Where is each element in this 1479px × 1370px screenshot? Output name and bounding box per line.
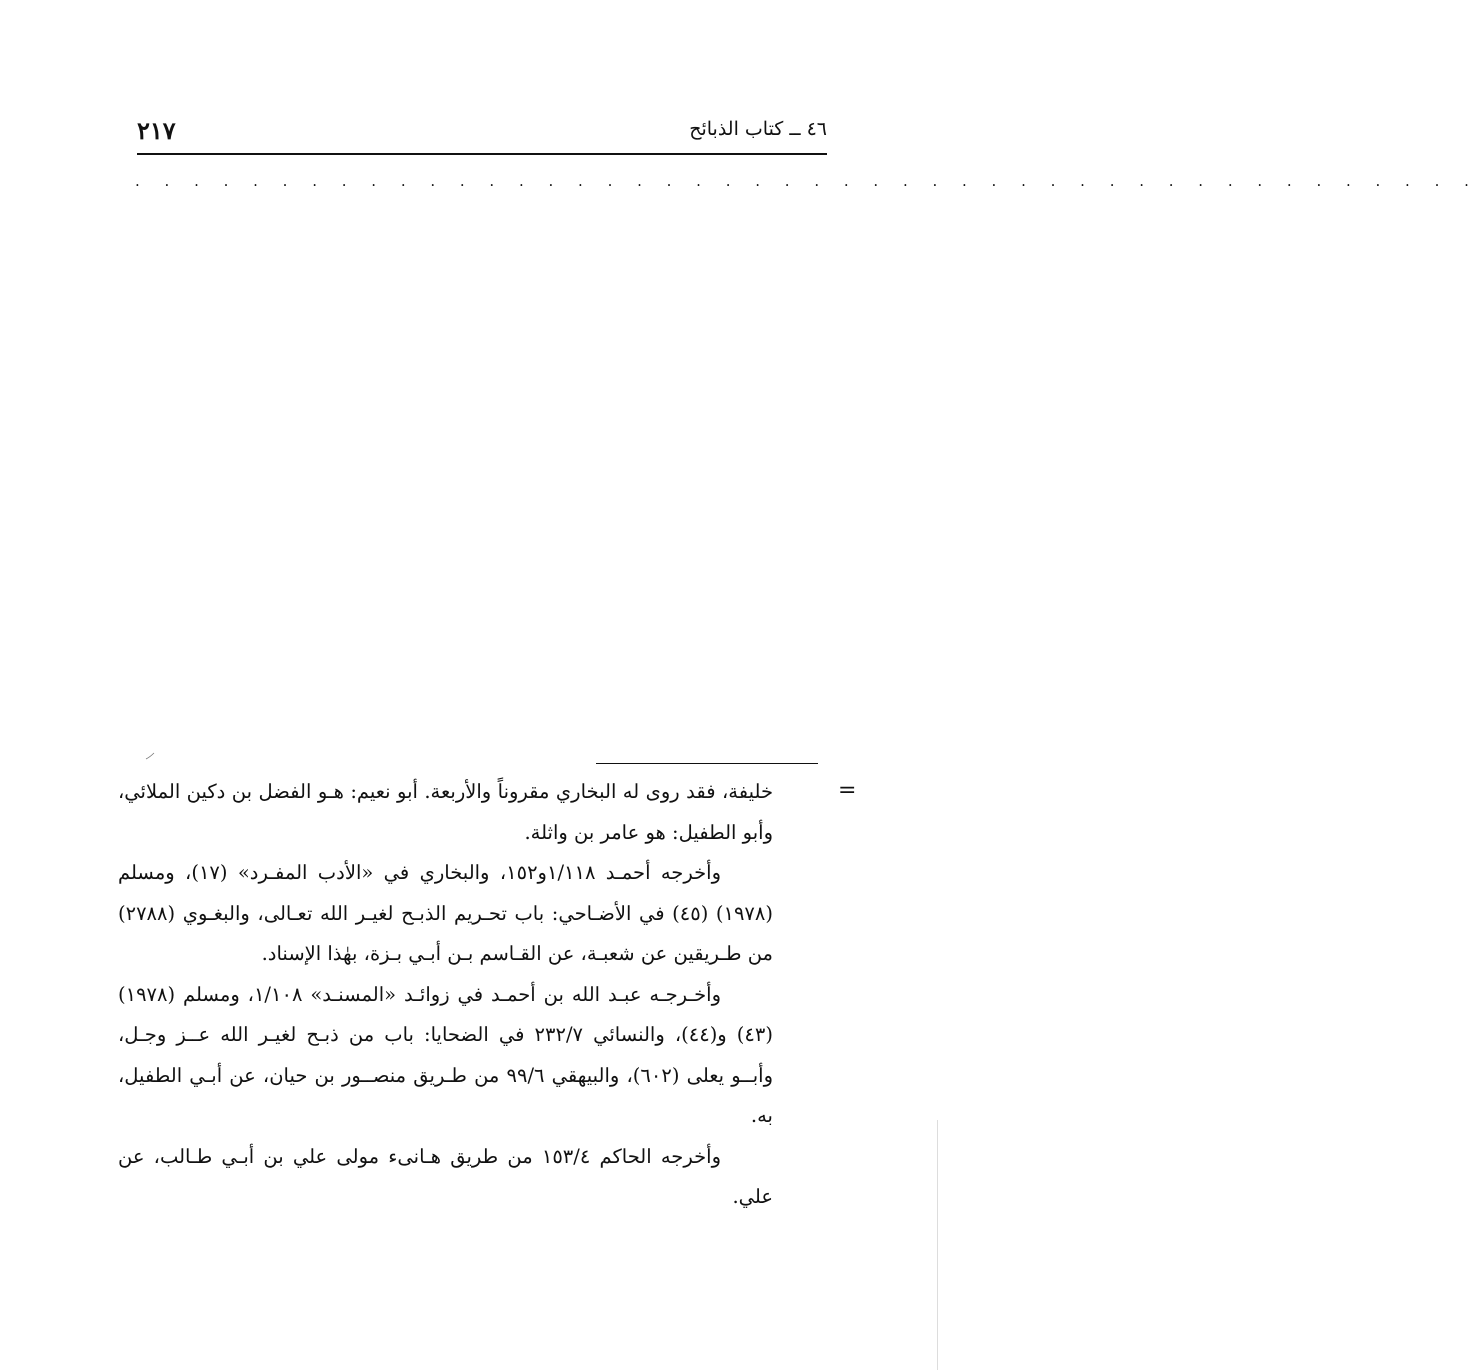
footnote-continuation-mark: =	[838, 778, 857, 803]
footnotes-section	[118, 772, 773, 1218]
chapter-title: ٤٦ ــ كتاب الذبائح	[689, 118, 827, 140]
running-header	[137, 104, 827, 150]
footnote-paragraph: خليفة، فقد روى له البخاري مقروناً والأربعة. أبو نعيم: هـو الفضل بن دكين الملائي، وأبو الطفيل: هو عامر بن واثلة.	[118, 780, 773, 844]
page-number: ٢١٧	[137, 116, 176, 145]
header-rule	[137, 153, 827, 155]
footnote-paragraph: وأخرجه أحمـد ١/١١٨و١٥٢، والبخاري في «الأدب المفـرد» (١٧)، ومسلم (١٩٧٨) (٤٥) في الأضـاحي: باب تحـريم الذبـح لغيـر الله تعـالى، والبغـوي (٢٧٨٨) من طـريقين عن شعبـة، عن القـاسم بـن أبـي بـزة، بهٰذا الإسناد.	[118, 861, 773, 965]
scan-edge	[937, 1120, 938, 1370]
text-omission-dots: . . . . . . . . . . . . . . . . . . . . . . . . . . . . . . . . . . . . . . . . . . . . . .	[135, 172, 1479, 190]
scan-speck	[145, 752, 155, 760]
footnote-separator	[596, 763, 818, 764]
footnote-paragraph: وأخرجه الحاكم ١٥٣/٤ من طريق هـانىء مولى علي بن أبـي طـالب، عن علي.	[118, 1144, 773, 1208]
footnote-paragraph: وأخـرجـه عبـد الله بن أحمـد في زوائـد «المسنـد» ١/١٠٨، ومسلم (١٩٧٨) (٤٣) و(٤٤)، والنسائي ٢٣٢/٧ في الضحايا: باب من ذبـح لغيـر الله عــز وجـل، وأبــو يعلى (٦٠٢)، والبيهقي ٩٩/٦ من طـريق منصــور بن حيان، عن أبـي الطفيل، به.	[118, 982, 774, 1127]
